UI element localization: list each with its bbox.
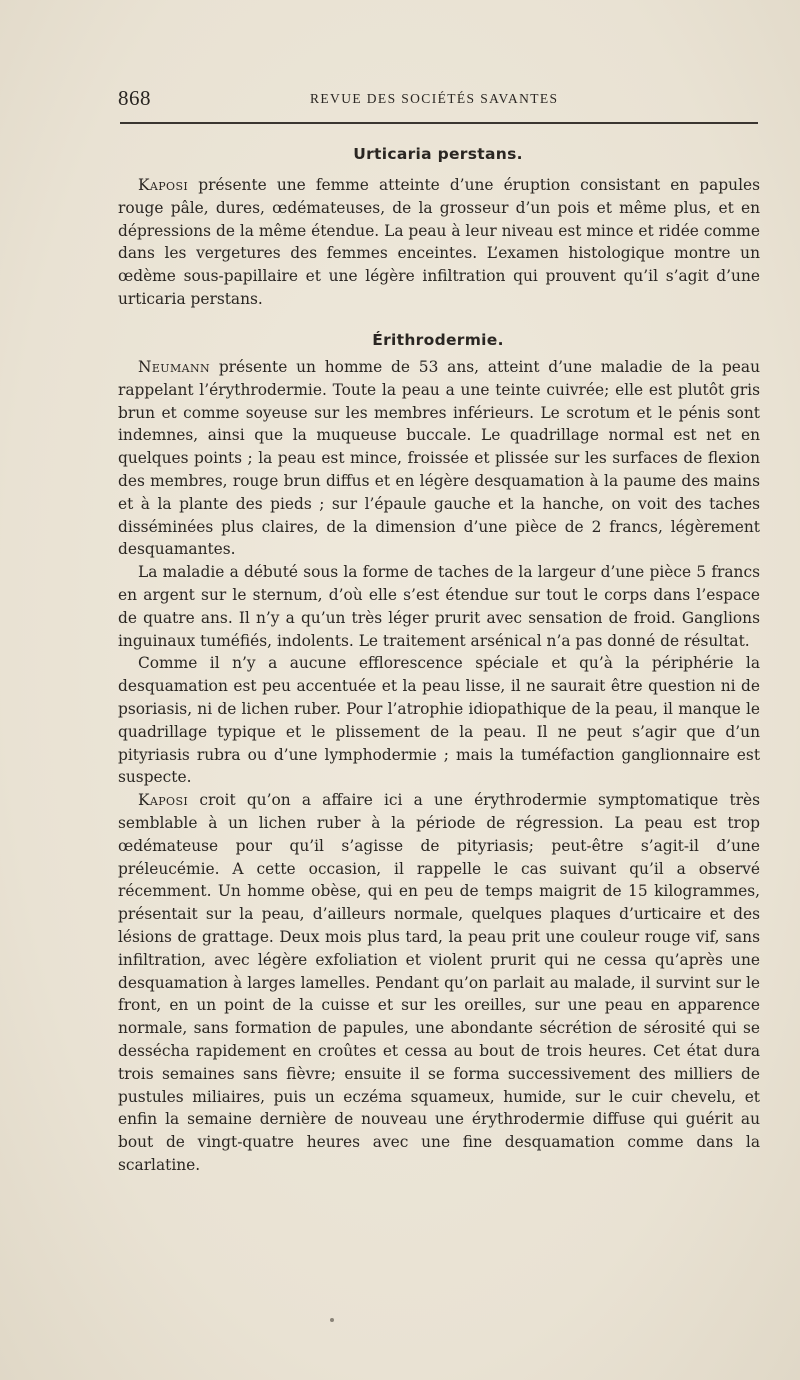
paragraph-text: La maladie a débuté sous la forme de taches de la largeur d’une pièce 5 francs en argent sur le sternum, d’où elle s’est étendue sur tout le corps dans l’espace de quatre ans. Il n’y a qu’un très léger prurit avec sensation de froid. Ganglions inguinaux tuméfiés, indolents. Le traitement arsénical n’a pas donné de résultat. xyxy=(118,563,760,650)
running-head: REVUE DES SOCIÉTÉS SAVANTES xyxy=(310,91,559,106)
author-name: Kaposi xyxy=(138,791,189,810)
paragraph xyxy=(118,356,760,561)
section-title-erithrodermie: Érithrodermie. xyxy=(372,331,504,349)
paragraph xyxy=(118,652,760,789)
section-body-urticaria xyxy=(118,174,760,311)
section-title-urticaria: Urticaria perstans. xyxy=(353,145,523,163)
page-header xyxy=(118,86,758,112)
paragraph xyxy=(118,174,760,311)
paragraph-text: Comme il n’y a aucune efflorescence spéciale et qu’à la périphérie la desquamation est peu accentuée et la peau lisse, il ne saurait être question ni de psoriasis, ni de lichen ruber. Pour l’atrophie idiopathique de la peau, il manque le quadrillage typique et le plissement de la peau. Il ne peut s’agir que d’un pityriasis rubra ou d’une lymphodermie ; mais la tuméfaction ganglionnaire est suspecte. xyxy=(118,654,760,787)
page-number: 868 xyxy=(118,86,151,110)
header-rule xyxy=(120,122,758,124)
paragraph xyxy=(118,561,760,652)
paragraph-text: présente un homme de 53 ans, atteint d’une maladie de la peau rappelant l’érythrodermie. Toute la peau a une teinte cuivrée; elle est plutôt gris brun et comme soyeuse sur les membres inférieurs. Le scrotum et le pénis sont indemnes, ainsi que la muqueuse buccale. Le quadrillage normal est net en quelques points ; la peau est mince, froissée et plissée sur les surfaces de flexion des membres, rouge brun diffus et en légère desquamation à la paume des mains et à la plante des pieds ; sur l’épaule gauche et la hanche, on voit des taches disséminées plus claires, de la dimension d’une pièce de 2 francs, légèrement desquamantes. xyxy=(118,358,760,559)
section-body-erithrodermie xyxy=(118,356,760,1177)
paragraph-text: présente une femme atteinte d’une éruption consistant en papules rouge pâle, dures, œdémateuses, de la grosseur d’un pois et même plus, et en dépressions de la même étendue. La peau à leur niveau est mince et ridée comme dans les vergetures des femmes enceintes. L’examen histologique montre un œdème sous-papillaire et une légère infiltration qui prouvent qu’il s’agit d’une urticaria perstans. xyxy=(118,176,760,308)
paragraph xyxy=(118,789,760,1177)
page-speck xyxy=(330,1318,334,1322)
author-name: Neumann xyxy=(138,358,211,376)
author-name: Kaposi xyxy=(138,176,189,194)
paragraph-text: croit qu’on a affaire ici a une érythrodermie symptomatique très semblable à un lichen ruber à la période de régression. La peau est trop œdémateuse pour qu’il s’agisse de pityriasis; peut-être s’agit-il d’une préleucémie. A cette occasion, il rappelle le cas suivant qu’il a observé récemment. Un homme obèse, qui en peu de temps maigrit de 15 kilogrammes, présentait sur la peau, d’ailleurs normale, quelques plaques d’urticaire et des lésions de grattage. Deux mois plus tard, la peau prit une couleur rouge vif, sans infiltration, avec légère exfoliation et violent prurit qui ne cessa qu’après une desquamation à larges lamelles. Pendant qu’on parlait au malade, il survint sur le front, en un point de la cuisse et sur les oreilles, sur une peau en apparence normale, sans formation de papules, une abondante sécrétion de sérosité qui se dessécha rapidement en croûtes et cessa au bout de trois heures. Cet état dura trois semaines sans fièvre; ensuite il se forma successivement des milliers de pustules miliaires, puis un eczéma squameux, humide, sur le cuir chevelu, et enfin la semaine dernière de nouveau une érythrodermie diffuse qui guérit au bout de vingt-quatre heures avec une fine desquamation comme dans la scarlatine. xyxy=(118,791,760,1174)
